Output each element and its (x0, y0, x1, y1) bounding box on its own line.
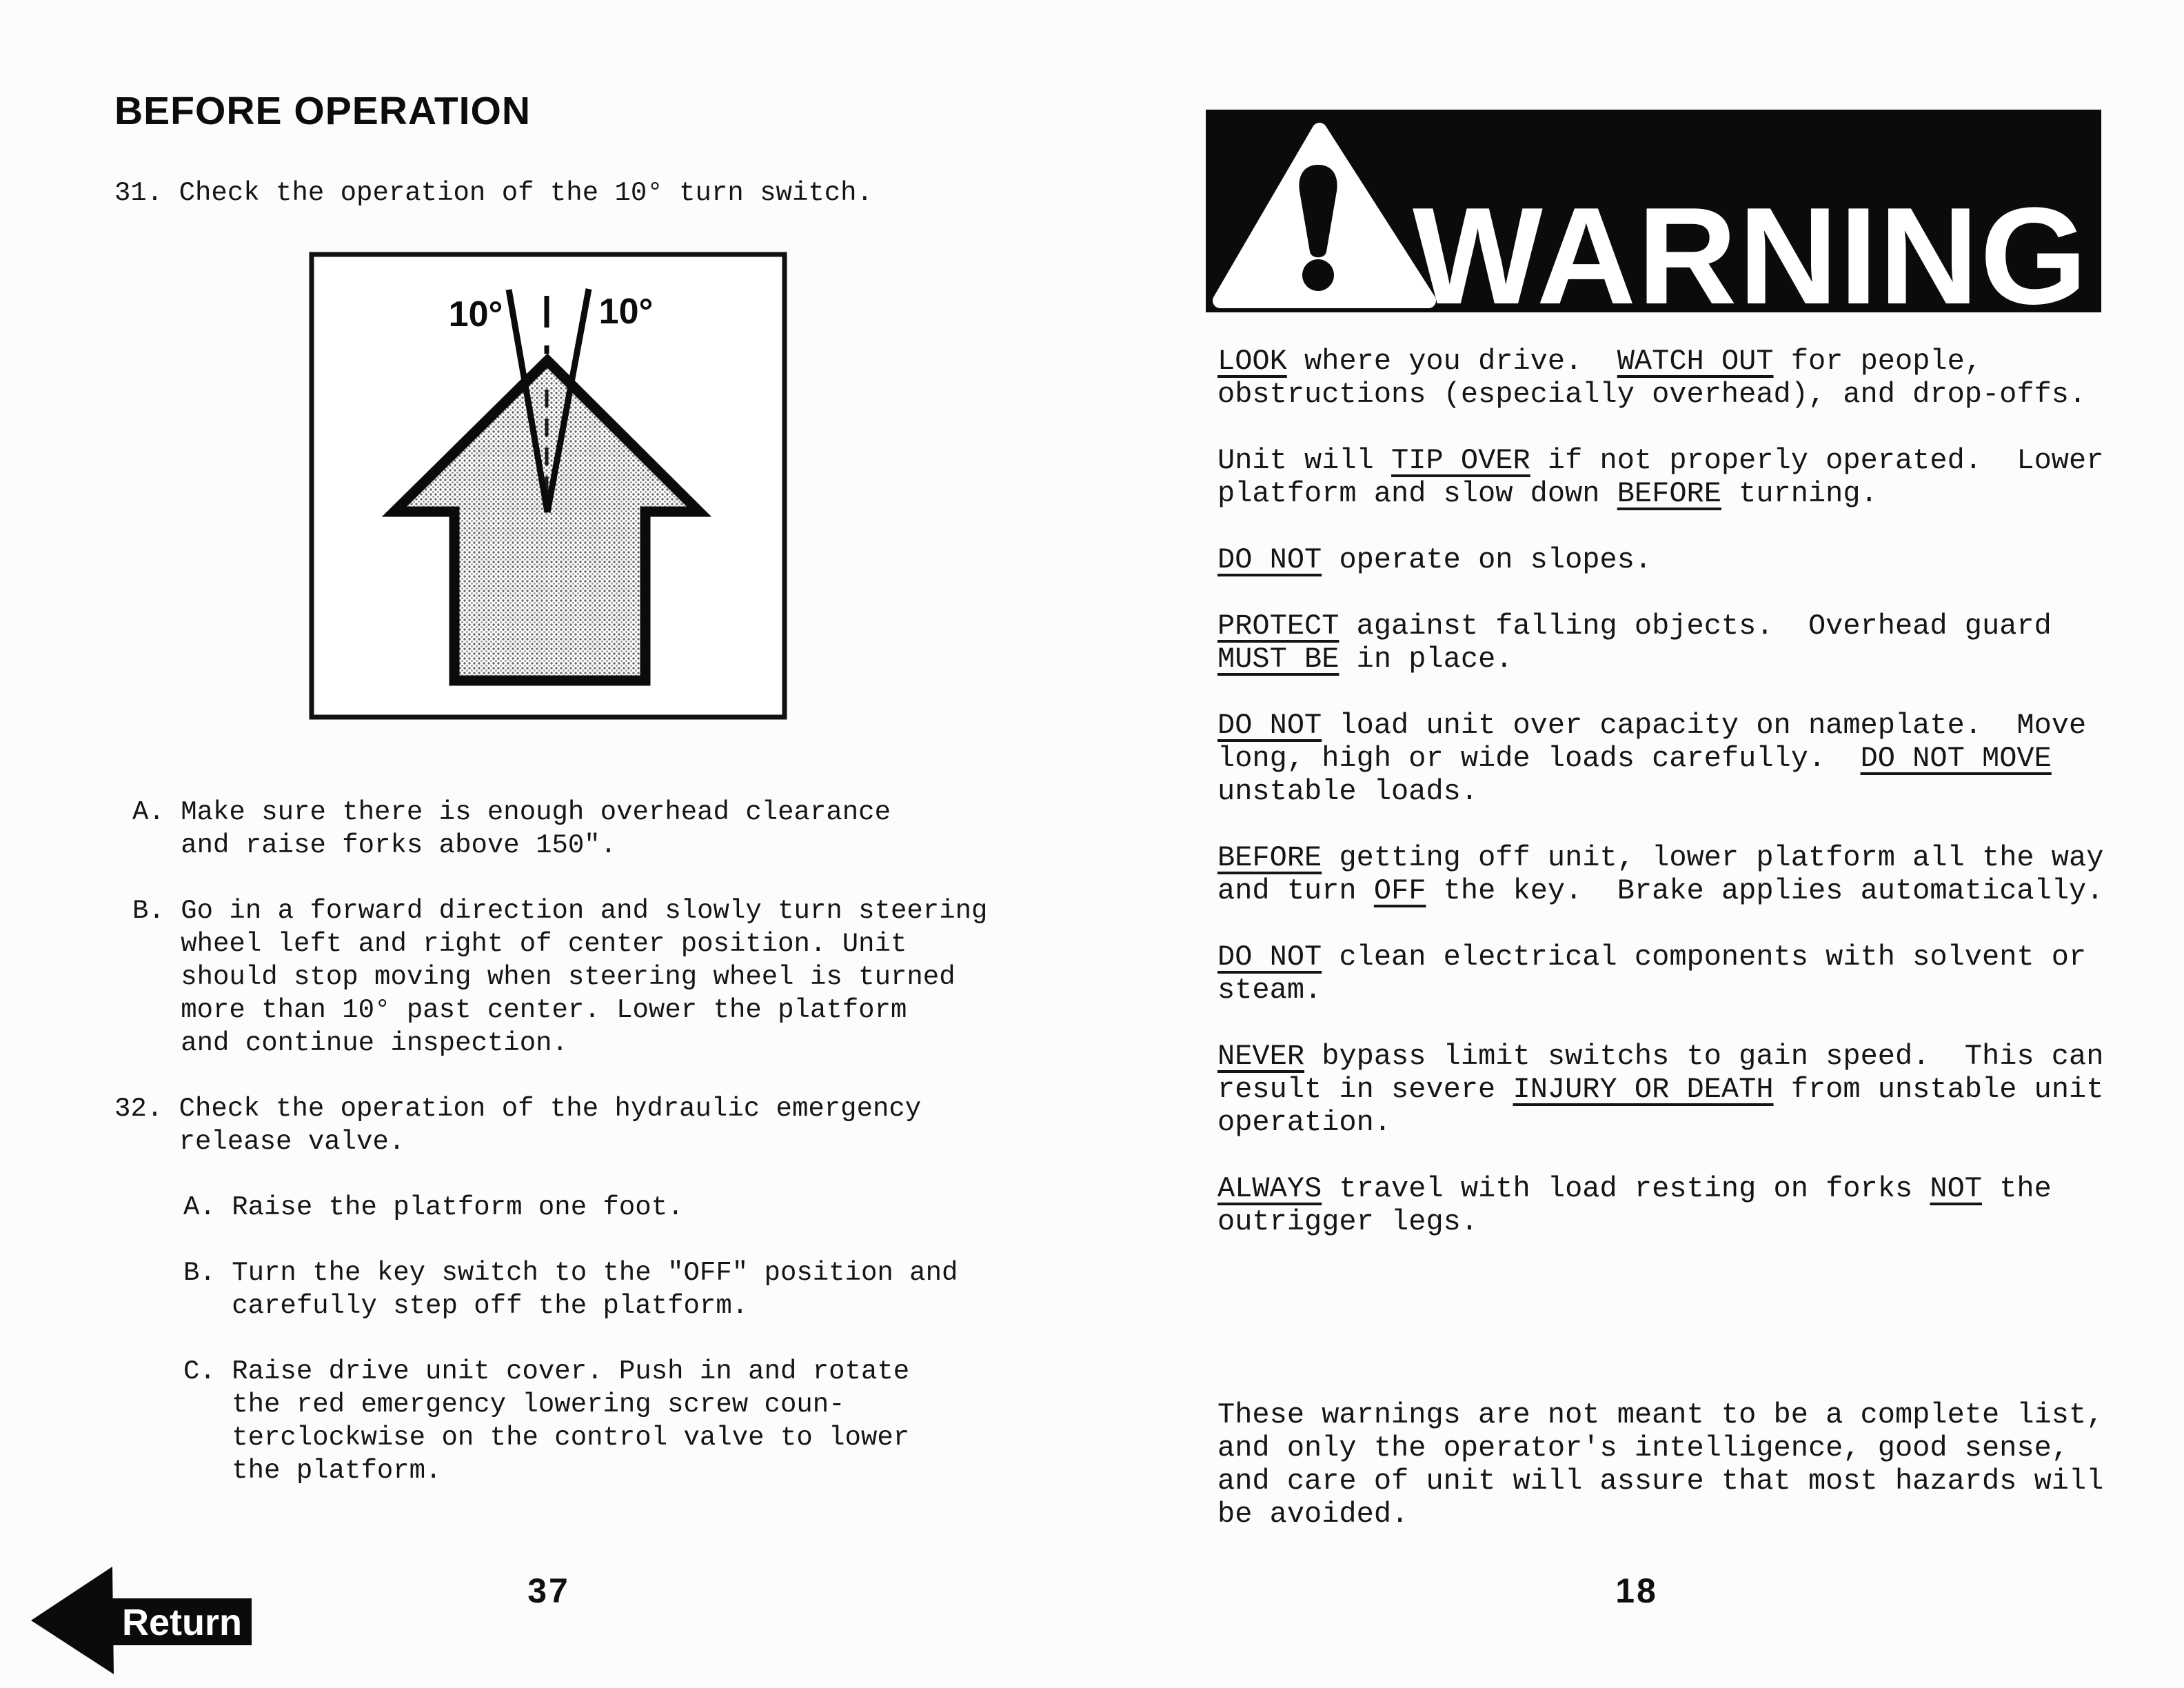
return-button-label: Return (122, 1602, 242, 1643)
warning-line (1217, 874, 2103, 907)
warning-line (1217, 775, 2103, 808)
warning-list (1217, 345, 2103, 1272)
instruction-item (114, 177, 873, 210)
warning-line (1217, 444, 2103, 477)
emphasized-underlined-text: BEFORE (1217, 841, 1322, 874)
left-angle-label: 10° (448, 294, 503, 334)
emphasized-underlined-text: DO NOT (1217, 941, 1322, 974)
turn-switch-diagram (309, 252, 787, 720)
text-line: the platform. (183, 1456, 442, 1486)
text-segment: against falling objects. Overhead guard (1339, 610, 2052, 643)
exclamation-dot-icon (1302, 259, 1334, 291)
emphasized-underlined-text: LOOK (1217, 345, 1287, 378)
text-segment: where you drive. (1286, 345, 1617, 378)
text-line: B. Turn the key switch to the "OFF" position and (183, 1258, 958, 1288)
text-segment: result in severe (1217, 1073, 1513, 1106)
warning-paragraph (1217, 841, 2103, 907)
text-segment: clean electrical components with solvent or (1322, 941, 2087, 974)
warning-line (1217, 1040, 2103, 1073)
text-line: A. Raise the platform one foot. (183, 1192, 684, 1223)
text-line: C. Raise drive unit cover. Push in and rotate (183, 1356, 910, 1387)
warning-paragraph (1217, 345, 2103, 411)
text-line: and only the operator's intelligence, good sense, (1217, 1431, 2070, 1465)
text-segment: Unit will (1217, 444, 1392, 477)
text-segment: operation. (1217, 1106, 1392, 1139)
text-segment: operate on slopes. (1322, 543, 1652, 576)
warning-paragraph (1217, 543, 2103, 576)
text-segment: the (1982, 1172, 2052, 1205)
warning-line (1217, 643, 2103, 676)
text-line: more than 10° past center. Lower the platform (132, 995, 907, 1025)
text-segment: getting off unit, lower platform all the way (1322, 841, 2104, 874)
warning-line (1217, 1106, 2103, 1139)
warning-line (1217, 1073, 2103, 1106)
text-line: the red emergency lowering screw coun- (183, 1389, 845, 1420)
warning-line (1217, 841, 2103, 874)
warning-line (1217, 709, 2103, 742)
closing-paragraph (1217, 1398, 2103, 1531)
warning-line (1217, 742, 2103, 775)
warning-line (1217, 477, 2103, 510)
text-segment: for people, (1773, 345, 1983, 378)
text-segment: travel with load resting on forks (1322, 1172, 1930, 1205)
section-heading: BEFORE OPERATION (114, 89, 531, 133)
text-segment: load unit over capacity on nameplate. Move (1322, 709, 2087, 742)
text-segment: the key. Brake applies automatically. (1426, 874, 2104, 907)
emphasized-underlined-text: NOT (1930, 1172, 1983, 1205)
text-line: These warnings are not meant to be a complete list, (1217, 1398, 2104, 1431)
warning-title: WARNING (1413, 179, 2089, 312)
warning-paragraph (1217, 709, 2103, 808)
text-line: 32. Check the operation of the hydraulic emergency (114, 1094, 922, 1124)
instruction-sub-item (114, 1191, 987, 1224)
text-line: wheel left and right of center position. Unit (132, 929, 907, 959)
warning-paragraph (1217, 1172, 2103, 1238)
warning-paragraph (1217, 610, 2103, 676)
warning-line (1217, 1172, 2103, 1205)
text-segment: in place. (1339, 643, 1513, 676)
emphasized-underlined-text: TIP OVER (1391, 444, 1530, 477)
text-segment: outrigger legs. (1217, 1205, 1479, 1238)
text-line: and raise forks above 150". (132, 830, 617, 861)
text-line: be avoided. (1217, 1498, 1409, 1531)
emphasized-underlined-text: ALWAYS (1217, 1172, 1322, 1205)
text-segment: unstable loads. (1217, 775, 1479, 808)
text-segment: and turn (1217, 874, 1374, 907)
text-line: release valve. (114, 1127, 405, 1157)
warning-line (1217, 345, 2103, 378)
text-segment: platform and slow down (1217, 477, 1617, 510)
return-arrow-icon (31, 1567, 114, 1674)
instruction-item-31 (114, 177, 873, 210)
text-line: B. Go in a forward direction and slowly turn steering (132, 896, 988, 926)
text-segment: steam. (1217, 974, 1322, 1007)
emphasized-underlined-text: OFF (1373, 874, 1426, 907)
warning-line (1217, 543, 2103, 576)
emphasized-underlined-text: DO NOT MOVE (1860, 742, 2052, 775)
text-segment: if not properly operated. Lower (1530, 444, 2104, 477)
instruction-item (114, 1092, 987, 1158)
closing-text (1217, 1398, 2103, 1531)
text-line: A. Make sure there is enough overhead clearance (132, 797, 891, 827)
text-segment: turning. (1721, 477, 1878, 510)
text-line: terclockwise on the control valve to lower (183, 1423, 910, 1453)
right-angle-label: 10° (598, 292, 654, 332)
emphasized-underlined-text: NEVER (1217, 1040, 1305, 1073)
warning-line (1217, 378, 2103, 411)
text-line: and continue inspection. (132, 1028, 568, 1058)
return-button[interactable] (28, 1562, 255, 1679)
warning-paragraph (1217, 941, 2103, 1007)
emphasized-underlined-text: INJURY OR DEATH (1513, 1073, 1774, 1106)
emphasized-underlined-text: WATCH OUT (1617, 345, 1774, 378)
instruction-sub-item (114, 796, 987, 862)
text-segment: from unstable unit (1773, 1073, 2104, 1106)
page-number-left: 37 (527, 1571, 570, 1610)
warning-paragraph (1217, 1040, 2103, 1139)
emphasized-underlined-text: DO NOT (1217, 709, 1322, 742)
text-line: should stop moving when steering wheel is turned (132, 962, 956, 992)
warning-line (1217, 1205, 2103, 1238)
instruction-sub-item (114, 1355, 987, 1487)
emphasized-underlined-text: MUST BE (1217, 643, 1339, 676)
warning-line (1217, 941, 2103, 974)
text-segment: obstructions (especially overhead), and drop-offs. (1217, 378, 2087, 411)
instruction-list (114, 796, 987, 1520)
emphasized-underlined-text: PROTECT (1217, 610, 1339, 643)
text-line: 31. Check the operation of the 10° turn switch. (114, 178, 873, 208)
warning-paragraph (1217, 444, 2103, 510)
emphasized-underlined-text: DO NOT (1217, 543, 1322, 576)
text-line: carefully step off the platform. (183, 1291, 749, 1321)
instruction-sub-item (114, 1256, 987, 1323)
page-number-right: 18 (1615, 1571, 1658, 1610)
text-segment: bypass limit switchs to gain speed. This can (1304, 1040, 2104, 1073)
warning-banner (1206, 110, 2101, 312)
warning-line (1217, 974, 2103, 1007)
text-segment: long, high or wide loads carefully. (1217, 742, 1861, 775)
instruction-sub-item (114, 894, 987, 1060)
warning-line (1217, 610, 2103, 643)
emphasized-underlined-text: BEFORE (1617, 477, 1721, 510)
text-line: and care of unit will assure that most hazards will (1217, 1465, 2104, 1498)
